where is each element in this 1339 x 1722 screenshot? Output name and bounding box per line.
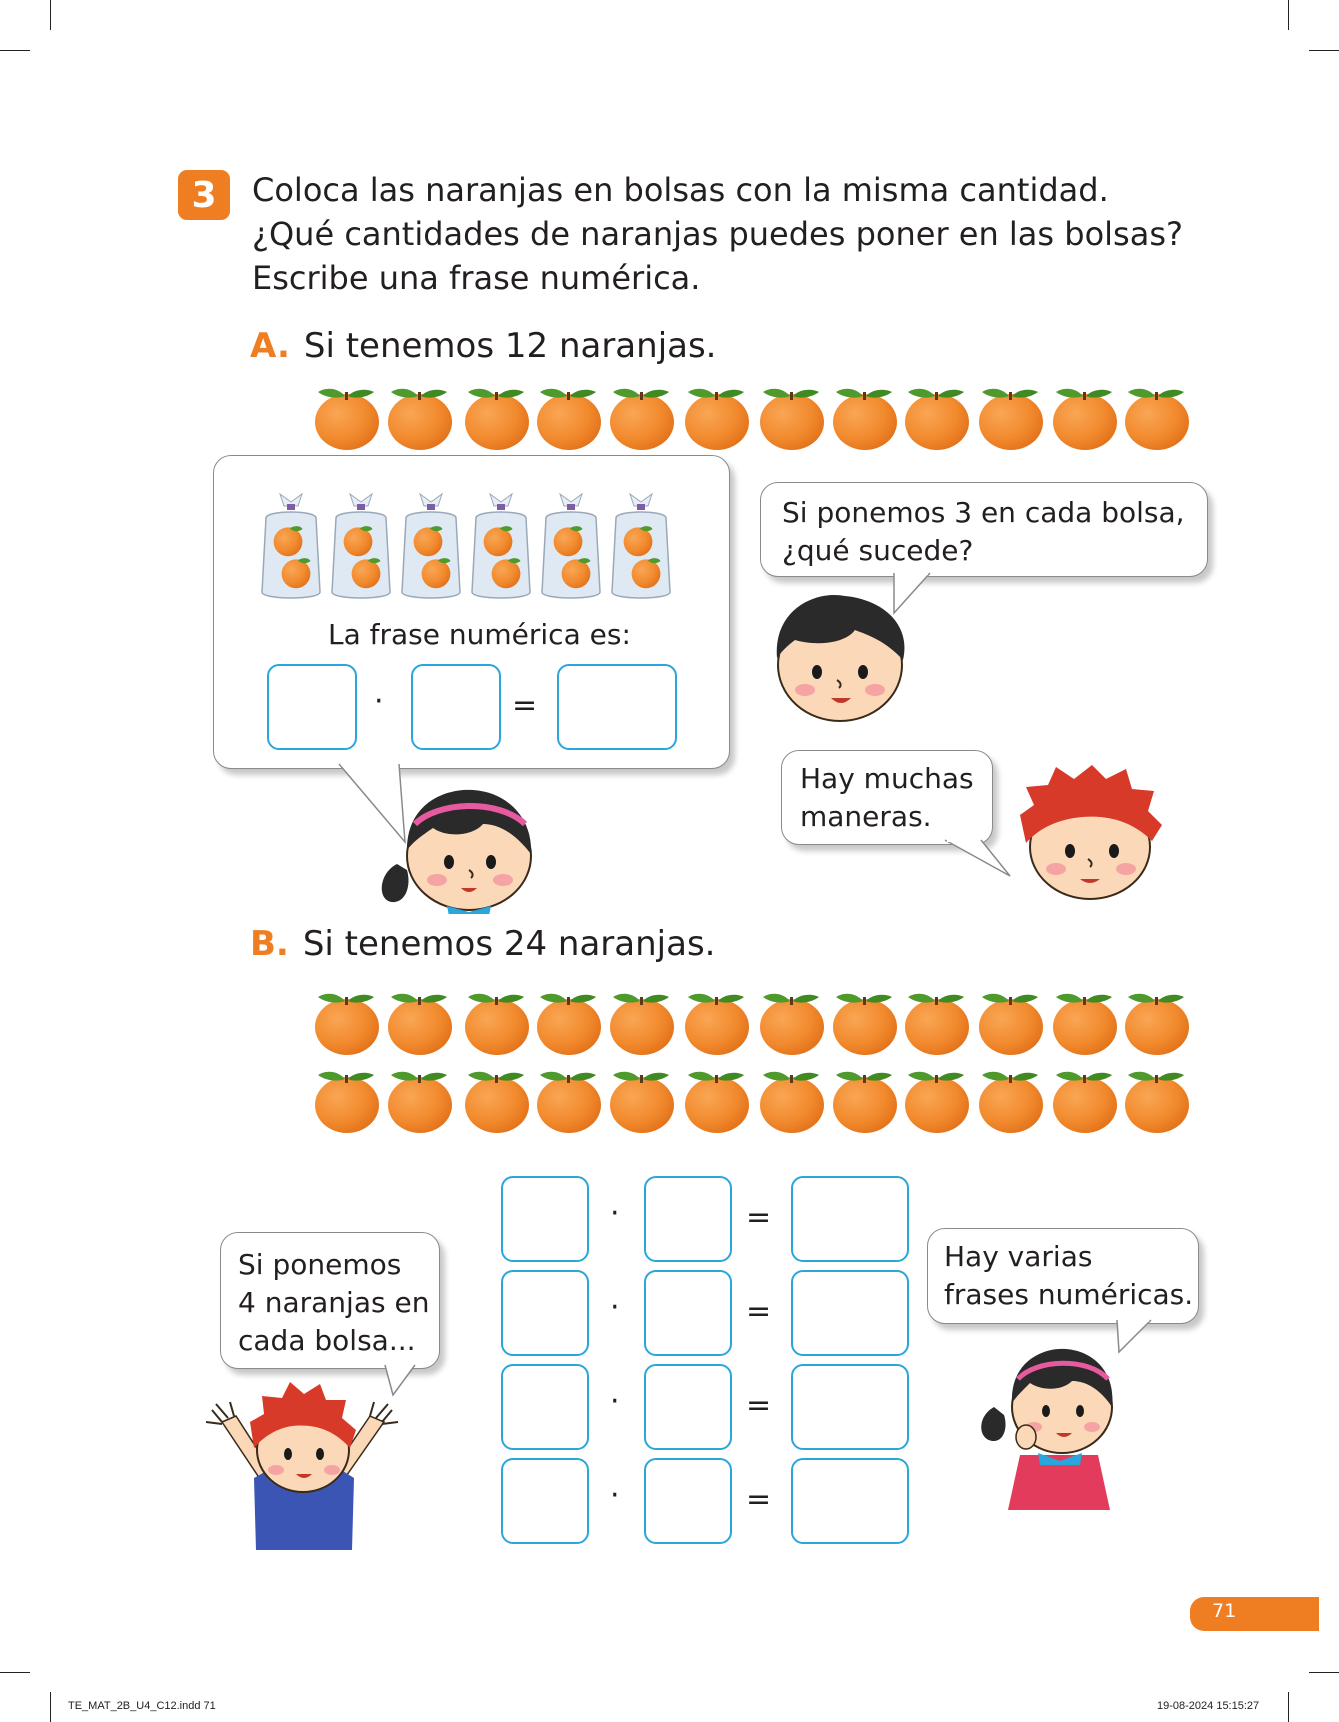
factor-box[interactable] xyxy=(501,1176,589,1262)
orange-icon xyxy=(902,1063,972,1135)
orange-icon xyxy=(462,380,532,452)
orange-icon xyxy=(607,1063,677,1135)
multiply-sign: · xyxy=(610,1196,620,1231)
orange-icon xyxy=(757,380,827,452)
bag-of-oranges-icon xyxy=(258,488,324,604)
orange-icon xyxy=(902,985,972,1057)
orange-row-b1 xyxy=(312,985,1212,1057)
statement-line: Coloca las naranjas en bolsas con la misma cantidad. xyxy=(252,171,1109,209)
orange-icon xyxy=(682,380,752,452)
product-box[interactable] xyxy=(791,1458,909,1544)
orange-icon xyxy=(830,1063,900,1135)
equals-sign: = xyxy=(512,688,538,723)
orange-icon xyxy=(976,380,1046,452)
part-letter: A. xyxy=(250,326,290,366)
equals-sign: = xyxy=(746,1200,772,1235)
product-box[interactable] xyxy=(791,1364,909,1450)
equals-sign: = xyxy=(746,1482,772,1517)
part-text: Si tenemos 12 naranjas. xyxy=(303,326,717,366)
orange-icon xyxy=(1122,1063,1192,1135)
equals-sign: = xyxy=(746,1388,772,1423)
orange-icon xyxy=(1050,1063,1120,1135)
crop-mark xyxy=(50,0,51,30)
equals-sign: = xyxy=(746,1294,772,1329)
factor-box[interactable] xyxy=(644,1458,732,1544)
factor-box[interactable] xyxy=(644,1364,732,1450)
bag-of-oranges-icon xyxy=(328,488,394,604)
bag-of-oranges-icon xyxy=(608,488,674,604)
bag-of-oranges-icon xyxy=(398,488,464,604)
orange-icon xyxy=(976,1063,1046,1135)
part-a-heading xyxy=(250,326,717,366)
part-b-heading xyxy=(250,924,715,964)
orange-icon xyxy=(682,1063,752,1135)
orange-icon xyxy=(385,380,455,452)
orange-icon xyxy=(830,380,900,452)
crop-mark xyxy=(50,1692,51,1722)
part-letter: B. xyxy=(250,924,289,964)
orange-icon xyxy=(757,1063,827,1135)
orange-icon xyxy=(534,1063,604,1135)
orange-icon xyxy=(607,985,677,1057)
statement-line: Escribe una frase numérica. xyxy=(252,259,701,297)
orange-icon xyxy=(312,380,382,452)
boy-arms-up xyxy=(192,1382,414,1550)
orange-icon xyxy=(385,1063,455,1135)
equation-label: La frase numérica es: xyxy=(328,618,631,651)
product-box[interactable] xyxy=(557,664,677,750)
orange-icon xyxy=(1050,380,1120,452)
orange-icon xyxy=(312,1063,382,1135)
orange-icon xyxy=(1122,985,1192,1057)
orange-icon xyxy=(462,985,532,1057)
factor-box[interactable] xyxy=(501,1458,589,1544)
multiply-sign: · xyxy=(610,1290,620,1325)
bag-of-oranges-icon xyxy=(538,488,604,604)
problem-statement xyxy=(252,168,1252,300)
orange-icon xyxy=(1122,380,1192,452)
crop-mark xyxy=(0,1672,30,1673)
orange-row-a xyxy=(312,380,1212,452)
file-slug: TE_MAT_2B_U4_C12.indd 71 xyxy=(68,1700,216,1712)
factor-box[interactable] xyxy=(267,664,357,750)
bags-row xyxy=(258,488,678,604)
bubble-text: Si ponemos 3 en cada bolsa, ¿qué sucede? xyxy=(782,496,1185,567)
crop-mark xyxy=(1309,50,1339,51)
orange-icon xyxy=(902,380,972,452)
factor-box[interactable] xyxy=(644,1176,732,1262)
bubble-text: Si ponemos 4 naranjas en cada bolsa... xyxy=(238,1248,430,1357)
product-box[interactable] xyxy=(791,1270,909,1356)
orange-icon xyxy=(534,985,604,1057)
orange-icon xyxy=(757,985,827,1057)
crop-mark xyxy=(1309,1672,1339,1673)
page-number: 71 xyxy=(1212,1600,1237,1622)
redhair-boy-face xyxy=(1012,765,1167,905)
factor-box[interactable] xyxy=(501,1270,589,1356)
girl-face xyxy=(377,784,547,914)
factor-box[interactable] xyxy=(501,1364,589,1450)
timestamp-slug: 19-08-2024 15:15:27 xyxy=(1157,1700,1260,1712)
orange-row-b2 xyxy=(312,1063,1212,1135)
orange-icon xyxy=(607,380,677,452)
orange-icon xyxy=(312,985,382,1057)
orange-icon xyxy=(462,1063,532,1135)
bubble-text: Hay varias frases numéricas. xyxy=(944,1240,1194,1311)
orange-icon xyxy=(830,985,900,1057)
page-number-bar xyxy=(1190,1597,1319,1631)
multiply-sign: · xyxy=(374,684,384,719)
product-box[interactable] xyxy=(791,1176,909,1262)
part-text: Si tenemos 24 naranjas. xyxy=(302,924,716,964)
factor-box[interactable] xyxy=(644,1270,732,1356)
statement-line: ¿Qué cantidades de naranjas puedes poner en las bolsas? xyxy=(252,215,1183,253)
orange-icon xyxy=(385,985,455,1057)
crop-mark xyxy=(1288,0,1289,30)
problem-number-badge: 3 xyxy=(178,170,230,220)
multiply-sign: · xyxy=(610,1478,620,1513)
orange-icon xyxy=(976,985,1046,1057)
bag-of-oranges-icon xyxy=(468,488,534,604)
girl-thinking xyxy=(980,1345,1140,1510)
orange-icon xyxy=(534,380,604,452)
orange-icon xyxy=(1050,985,1120,1057)
boy-face xyxy=(765,590,915,725)
multiply-sign: · xyxy=(610,1384,620,1419)
crop-mark xyxy=(0,50,30,51)
crop-mark xyxy=(1288,1692,1289,1722)
factor-box[interactable] xyxy=(411,664,501,750)
orange-icon xyxy=(682,985,752,1057)
bubble-text: Hay muchas maneras. xyxy=(800,762,974,833)
